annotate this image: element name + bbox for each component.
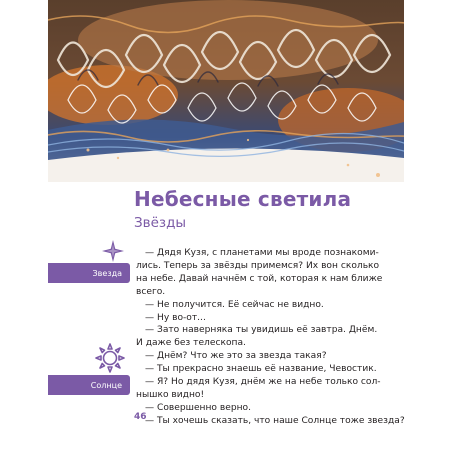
margin-tab-star-label: Звезда [92,268,122,278]
text-line: — Не получится. Её сейчас не видно. [145,299,324,310]
subsection-title: Звёзды [134,215,187,231]
text-line: всего. [136,286,166,297]
text-line: — Днём? Что же это за звезда такая? [145,351,327,362]
text-line: — Зато наверняка ты увидишь её завтра. Днём. [145,325,378,336]
page-number: 46 [134,412,147,422]
text-line: И даже без телескопа. [136,338,246,349]
margin-tab-sun [48,375,130,395]
text-line: — Ты хочешь сказать, что наше Солнце тоже звезда? [145,415,405,426]
section-title: Небесные светила [134,187,352,211]
body-text [136,247,404,428]
text-line: лись. Теперь за звёзды примемся? Их вон сколько [136,260,380,271]
star-icon [102,240,124,262]
sun-icon [95,343,125,373]
chapter-illustration [48,0,404,182]
margin-tab-sun-label: Солнце [90,380,122,390]
text-line: — Я? Но дядя Кузя, днём же на небе только сол- [145,377,381,388]
swirl-artwork [48,0,404,182]
text-line: нышко видно! [136,389,205,400]
text-line: — Ты прекрасно знаешь её название, Чевостик. [145,364,377,375]
margin-tab-star [48,263,130,283]
text-line: — Ну во-от... [145,312,206,323]
text-line: на небе. Давай начнём с той, которая к нам ближе [136,273,383,284]
text-line: — Совершенно верно. [145,402,252,413]
text-line: — Дядя Кузя, с планетами мы вроде познакоми- [145,248,379,258]
